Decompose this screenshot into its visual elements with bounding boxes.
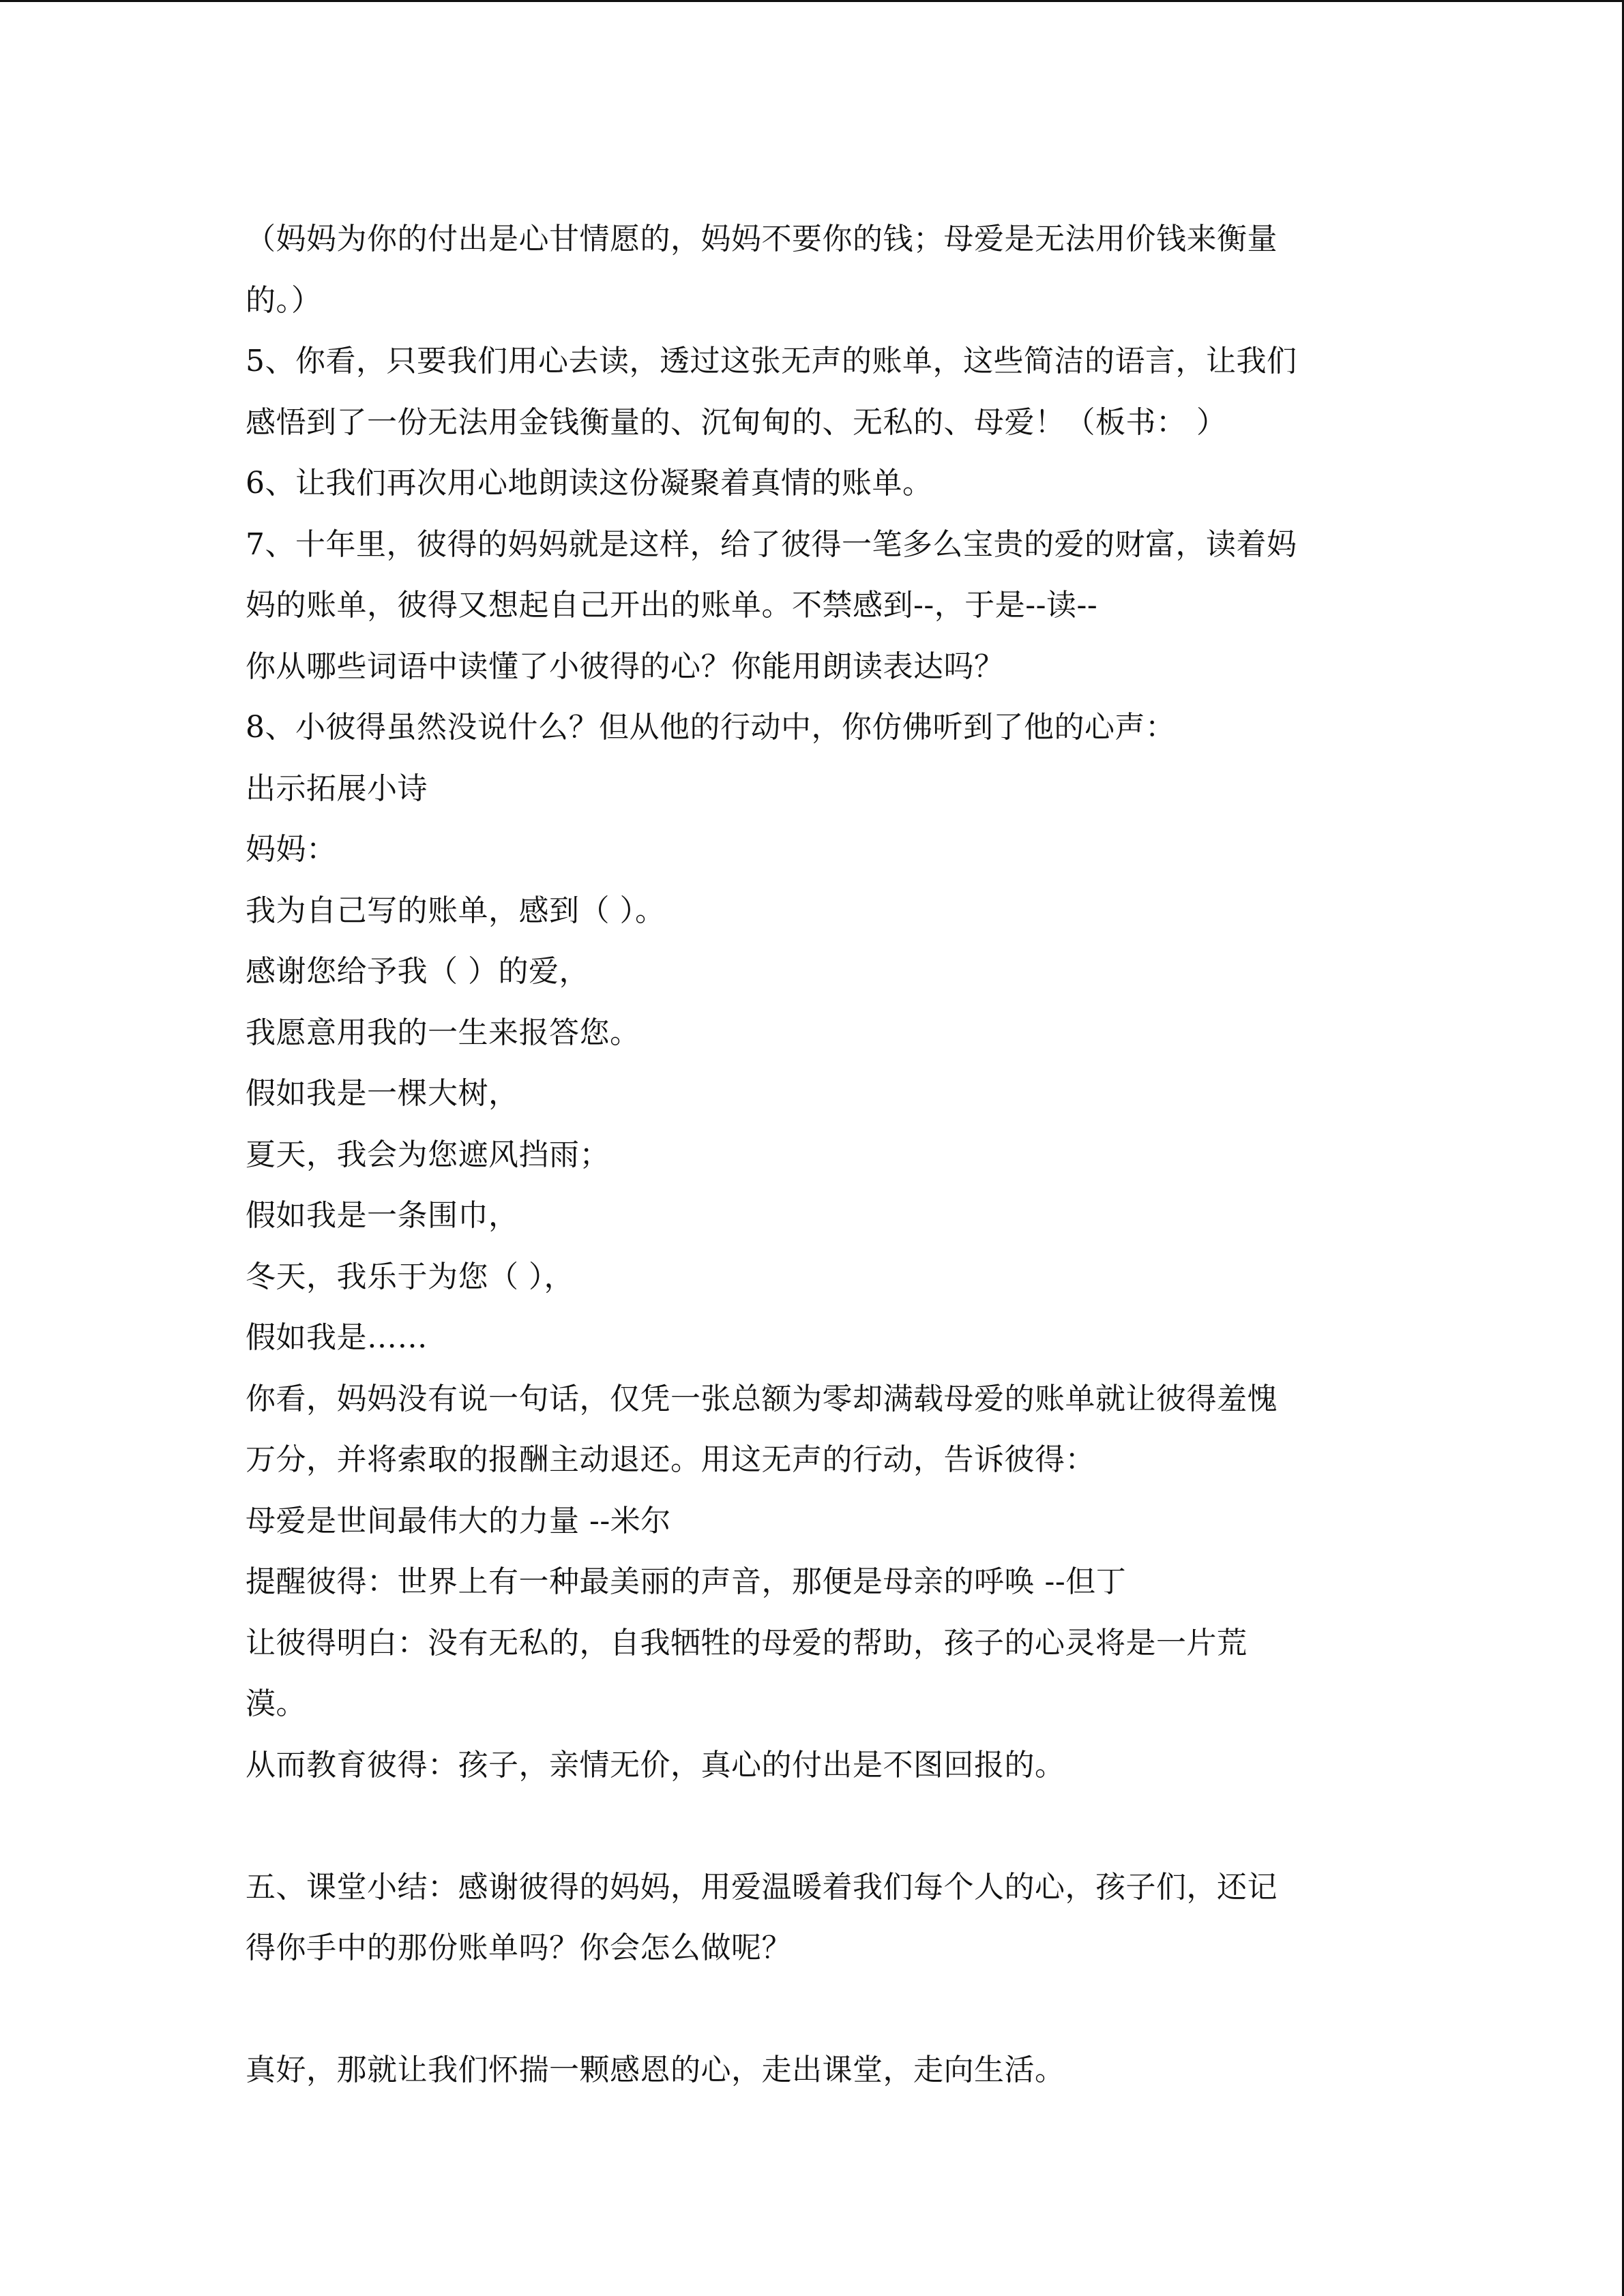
document-body	[246, 209, 1419, 2101]
quote-line: 母爱是世间最伟大的力量 --米尔	[246, 1503, 671, 1538]
poem-line: 妈妈：	[246, 832, 337, 867]
poem-line: 冬天，我乐于为您（ ），	[246, 1259, 574, 1294]
paragraph-gap	[246, 1979, 1419, 2040]
quote-line: 提醒彼得：世界上有一种最美丽的声音，那便是母亲的呼唤 --但丁	[246, 1564, 1127, 1599]
text-line: 从而教育彼得：孩子，亲情无价，真心的付出是不图回报的。	[246, 1747, 1065, 1783]
summary-line: 五、课堂小结：感谢彼得的妈妈，用爱温暖着我们每个人的心，孩子们，还记	[246, 1869, 1278, 1905]
text-line: 的。）	[246, 282, 322, 318]
text-line: 出示拓展小诗	[246, 771, 428, 806]
text-line: 你看，妈妈没有说一句话，仅凭一张总额为零却满载母爱的账单就让彼得羞愧	[246, 1381, 1278, 1416]
poem-line: 假如我是……	[246, 1320, 428, 1355]
paragraph-gap	[246, 1795, 1419, 1857]
text-line: 感悟到了一份无法用金钱衡量的、沉甸甸的、无私的、母爱！（板书： ）	[246, 404, 1227, 440]
text-line: 8、小彼得虽然没说什么？但从他的行动中，你仿佛听到了他的心声：	[246, 710, 1176, 745]
text-line: 7、十年里，彼得的妈妈就是这样，给了彼得一笔多么宝贵的爱的财富，读着妈	[246, 526, 1297, 562]
poem-line: 我为自己写的账单，感到（ ）。	[246, 893, 666, 928]
closing-line: 真好，那就让我们怀揣一颗感恩的心，走出课堂，走向生活。	[246, 2053, 1065, 2087]
poem-line: 夏天，我会为您遮风挡雨；	[246, 1137, 610, 1172]
poem-line: 感谢您给予我（ ）的爱，	[246, 954, 589, 989]
text-line: 你从哪些词语中读懂了小彼得的心？你能用朗读表达吗？	[246, 648, 1005, 684]
quote-line: 让彼得明白：没有无私的，自我牺牲的母爱的帮助，孩子的心灵将是一片荒	[246, 1625, 1247, 1660]
text-line: 6、让我们再次用心地朗读这份凝聚着真情的账单。	[246, 466, 933, 501]
summary-line: 得你手中的那份账单吗？你会怎么做呢？	[246, 1930, 792, 1965]
poem-line: 假如我是一棵大树，	[246, 1076, 519, 1111]
poem-line: 我愿意用我的一生来报答您。	[246, 1015, 640, 1050]
text-line: 5、你看，只要我们用心去读，透过这张无声的账单，这些简洁的语言，让我们	[246, 344, 1297, 378]
text-line: （妈妈为你的付出是心甘情愿的，妈妈不要你的钱；母爱是无法用价钱来衡量	[246, 222, 1278, 256]
text-line: 妈的账单，彼得又想起自己开出的账单。不禁感到--，于是--读--	[246, 588, 1098, 623]
poem-line: 假如我是一条围巾，	[246, 1198, 519, 1233]
text-line: 万分，并将索取的报酬主动退还。用这无声的行动，告诉彼得：	[246, 1442, 1095, 1477]
quote-line: 漠。	[246, 1686, 306, 1721]
